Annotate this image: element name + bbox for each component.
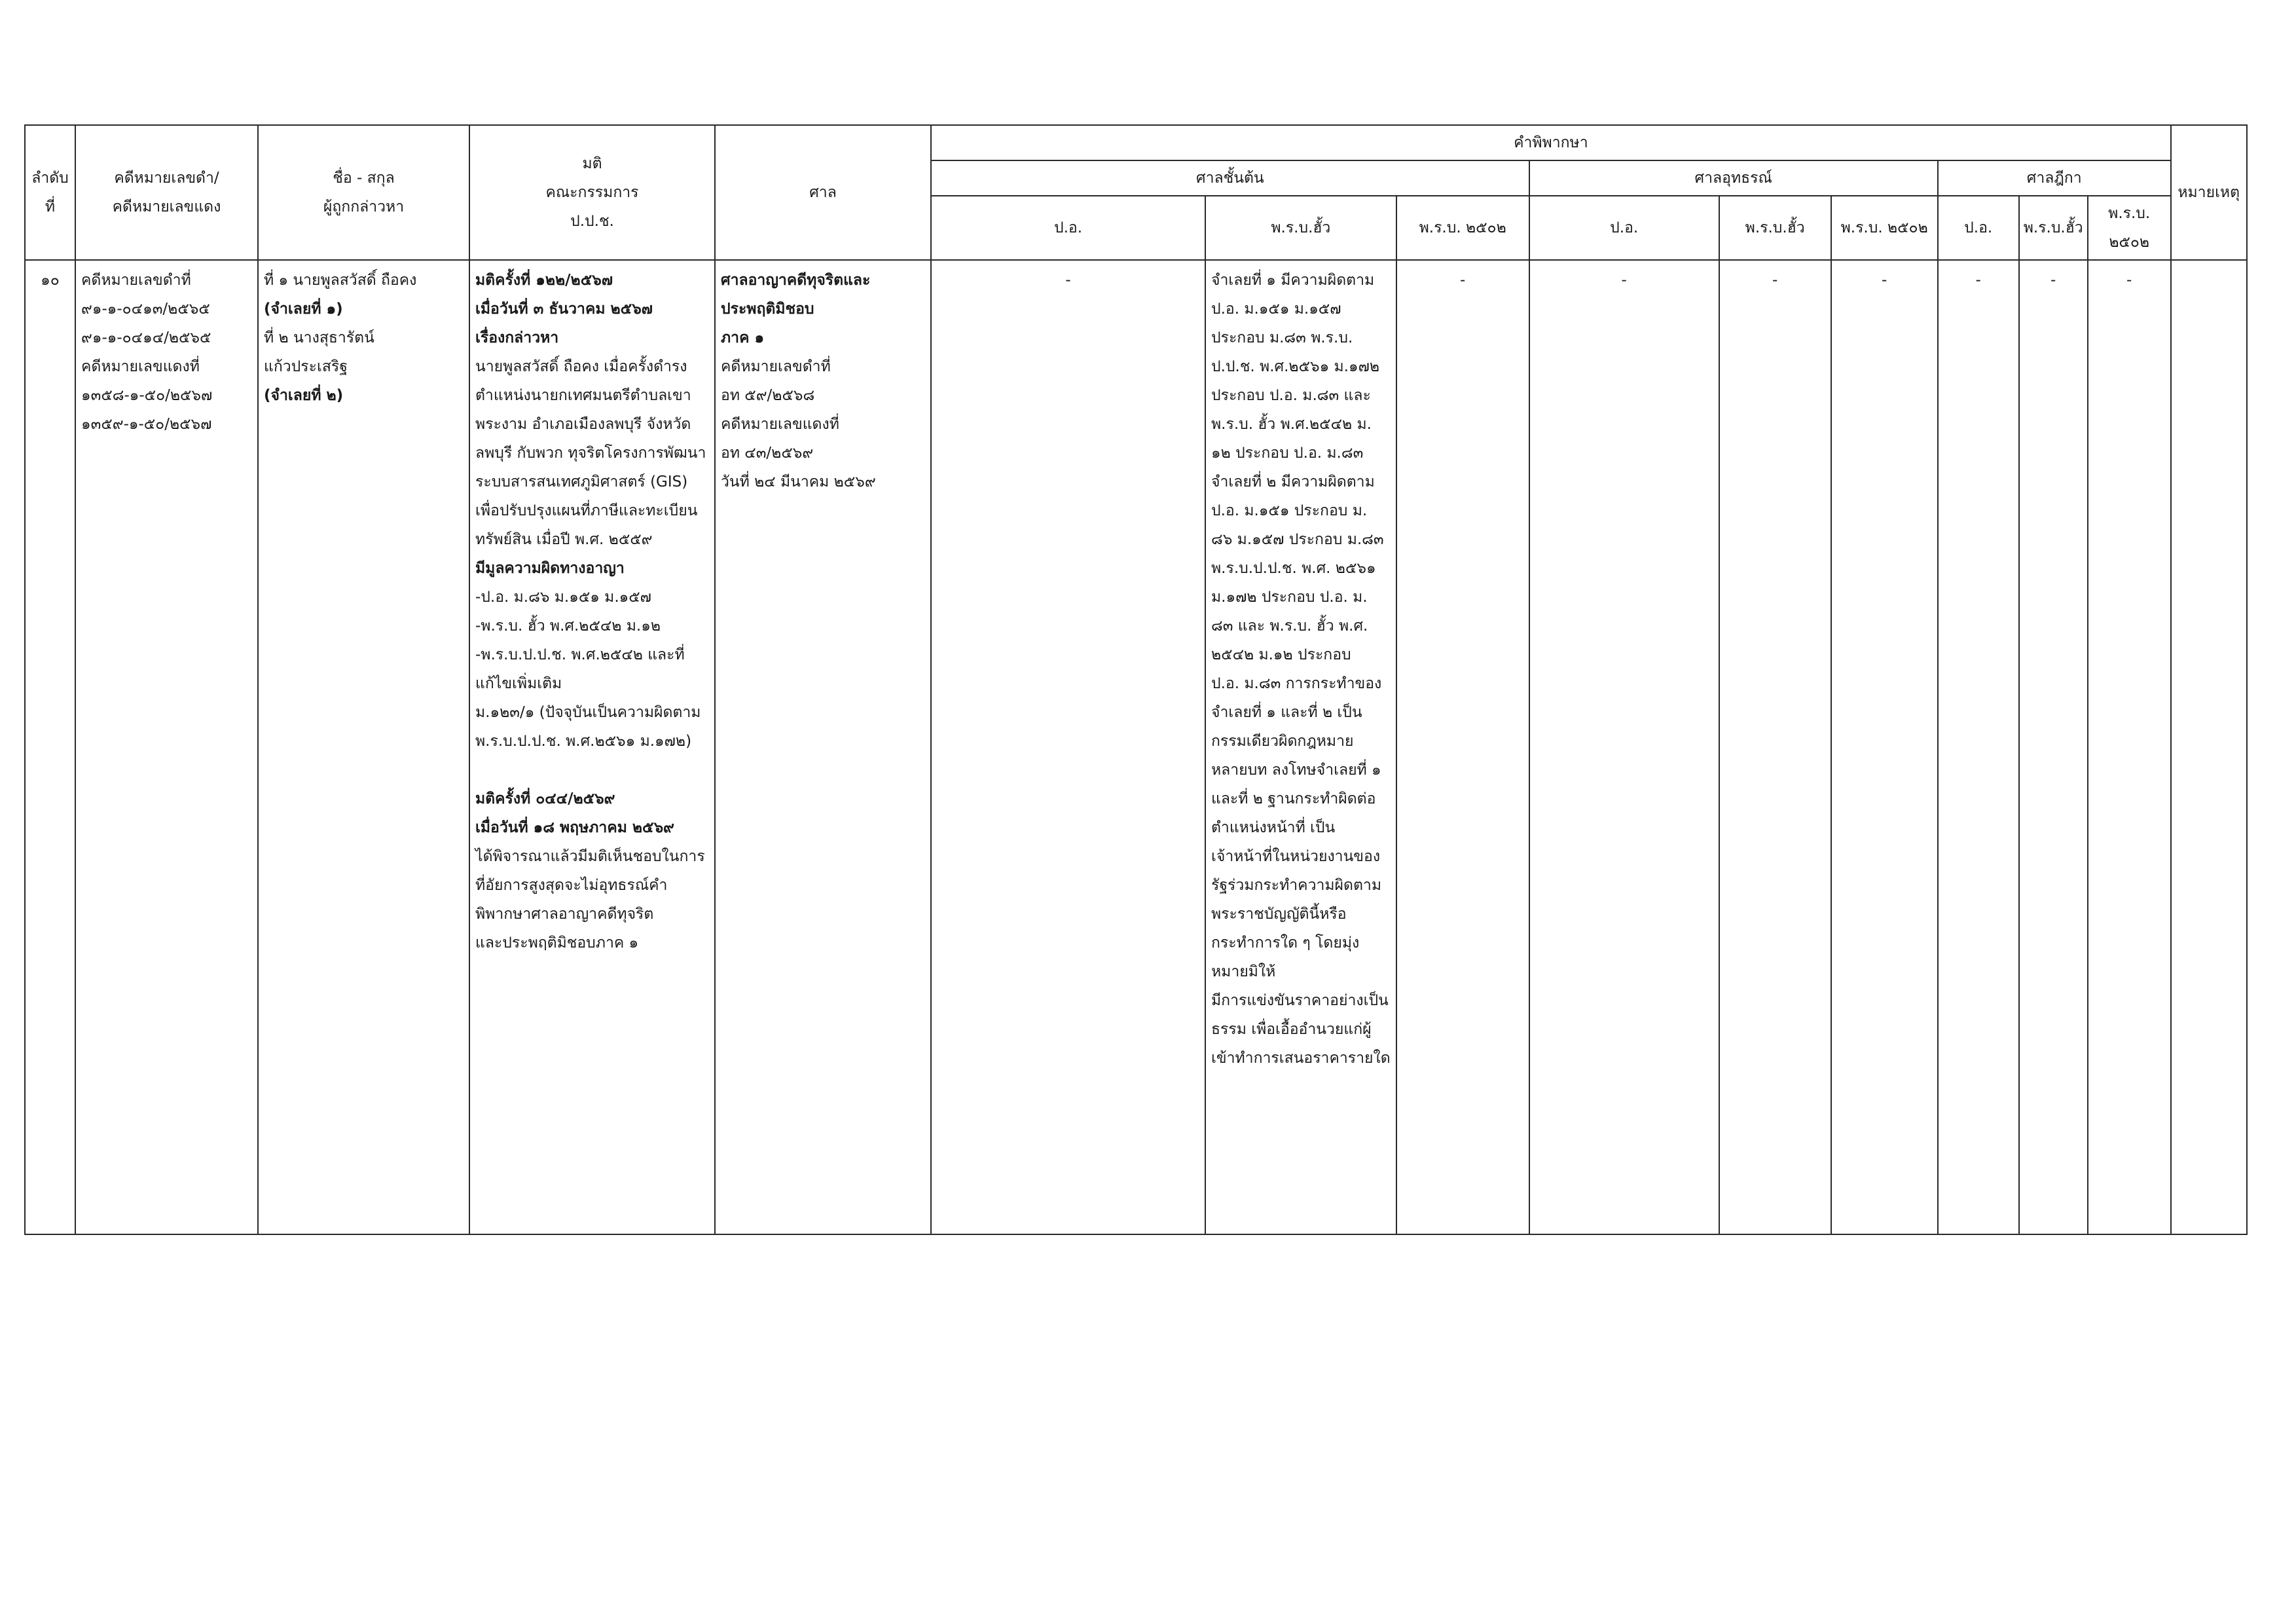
text-line: ลพบุรี กับพวก ทุจริตโครงการพัฒนา [475, 445, 706, 462]
text-line: มติครั้งที่ ๐๔๔/๒๕๖๙ [475, 790, 615, 807]
accused-name-cell [258, 260, 469, 1234]
text-line: และที่ ๒ ฐานกระทำผิดต่อ [1211, 790, 1376, 807]
text-line: กรรมเดียวผิดกฎหมาย [1211, 733, 1354, 750]
text-line: จำเลยที่ ๑ และที่ ๒ เป็น [1211, 704, 1362, 721]
text-line: ๘๓ และ พ.ร.บ. ฮั้ว พ.ศ. [1211, 618, 1368, 635]
text-line: ป.อ. ม.๑๕๑ ประกอบ ม. [1211, 502, 1368, 519]
header-remark: หมายเหตุ [2171, 125, 2247, 260]
header-court-supreme: ศาลฎีกา [1938, 160, 2171, 196]
header-appeal-po: ป.อ. [1529, 196, 1719, 260]
text-line: เข้าทำการเสนอราคารายใด [1211, 1050, 1391, 1067]
text-line: เมื่อวันที่ ๓ ธันวาคม ๒๕๖๗ [475, 301, 653, 318]
text-line: (จำเลยที่ ๑) [264, 301, 343, 318]
text-line: และประพฤติมิชอบภาค ๑ [475, 934, 639, 951]
header-appeal-2502: พ.ร.บ. ๒๕๐๒ [1831, 196, 1938, 260]
text-line: ป.ป.ช. พ.ศ.๒๕๖๑ ม.๑๗๒ [1211, 358, 1380, 375]
first-instance-auction-cell [1205, 260, 1396, 1234]
text-line [475, 756, 709, 784]
text-line: ทรัพย์สิน เมื่อปี พ.ศ. ๒๕๕๙ [475, 531, 653, 548]
header-first-2502: พ.ร.บ. ๒๕๐๒ [1396, 196, 1529, 260]
text-line: นายพูลสวัสดิ์ ถือคง เมื่อครั้งดำรง [475, 358, 687, 375]
header-first-auction: พ.ร.บ.ฮั้ว [1205, 196, 1396, 260]
text-line: -พ.ร.บ. ฮั้ว พ.ศ.๒๕๔๒ ม.๑๒ [475, 618, 661, 635]
text-line: เมื่อวันที่ ๑๘ พฤษภาคม ๒๕๖๙ [475, 819, 674, 836]
text-line: เพื่อปรับปรุงแผนที่ภาษีและทะเบียน [475, 502, 698, 519]
text-line: ป.อ. ม.๑๕๑ ม.๑๕๗ [1211, 301, 1341, 318]
header-first-po: ป.อ. [931, 196, 1205, 260]
text-line: ม.๑๗๒ ประกอบ ป.อ. ม. [1211, 589, 1368, 606]
header-supreme-po: ป.อ. [1938, 196, 2019, 260]
text-line: ที่อัยการสูงสุดจะไม่อุทธรณ์คำ [475, 877, 668, 894]
table-row [25, 260, 2247, 1234]
text-line: ภาค ๑ [721, 329, 765, 346]
header-court-first-instance: ศาลชั้นต้น [931, 160, 1529, 196]
header-appeal-auction: พ.ร.บ.ฮั้ว [1719, 196, 1831, 260]
text-line: พ.ร.บ.ป.ป.ช. พ.ศ. ๒๕๖๑ [1211, 560, 1376, 577]
row-number: ๑๐ [25, 260, 75, 1234]
text-line: แก้ไขเพิ่มเติม [475, 675, 562, 692]
text-line: ระบบสารสนเทศภูมิศาสตร์ (GIS) [475, 473, 688, 490]
text-line: ม.๑๒๓/๑ (ปัจจุบันเป็นความผิดตาม [475, 704, 701, 721]
header-supreme-2502: พ.ร.บ. ๒๕๐๒ [2088, 196, 2171, 260]
text-line: หลายบท ลงโทษจำเลยที่ ๑ [1211, 762, 1381, 779]
text-line: อท ๔๓/๒๕๖๙ [721, 445, 814, 462]
text-line: พ.ร.บ.ป.ป.ช. พ.ศ.๒๕๖๑ ม.๑๗๒) [475, 733, 692, 750]
text-line: ธรรม เพื่อเอื้ออำนวยแก่ผู้ [1211, 1021, 1372, 1038]
appeal-2502-cell: - [1831, 260, 1938, 1234]
text-line: -พ.ร.บ.ป.ป.ช. พ.ศ.๒๕๔๒ และที่ [475, 646, 685, 663]
text-line: แก้วประเสริฐ [264, 358, 348, 375]
text-line: จำเลยที่ ๑ มีความผิดตาม [1211, 272, 1375, 289]
header-case-number: คดีหมายเลขดำ/ คดีหมายเลขแดง [75, 125, 258, 260]
text-line: ตำแหน่งนายกเทศมนตรีตำบลเขา [475, 387, 691, 404]
text-line: ศาลอาญาคดีทุจริตและ [721, 272, 871, 289]
supreme-po-cell: - [1938, 260, 2019, 1234]
text-line: เจ้าหน้าที่ในหน่วยงานของ [1211, 848, 1381, 865]
text-line: พ.ร.บ. ฮั้ว พ.ศ.๒๕๔๒ ม. [1211, 416, 1372, 433]
first-instance-auction-lines [1211, 266, 1391, 1073]
text-line: พระงาม อำเภอเมืองลพบุรี จังหวัด [475, 416, 691, 433]
court-lines [721, 266, 925, 496]
header-name: ชื่อ - สกุล ผู้ถูกกล่าวหา [258, 125, 469, 260]
text-line: ประกอบ ม.๘๓ พ.ร.บ. [1211, 329, 1353, 346]
case-number-cell: คดีหมายเลขดำที่ ๙๑-๑-๐๔๑๓/๒๕๖๕ ๙๑-๑-๐๔๑๔/๒๕๖๕ คดีหมายเลขแดงที่ ๑๓๕๘-๑-๕๐/๒๕๖๗ ๑๓๕๙-๑-๕๐/๒๕๖๗ [75, 260, 258, 1234]
text-line: รัฐร่วมกระทำความผิดตาม [1211, 877, 1381, 894]
text-line: พิพากษาศาลอาญาคดีทุจริต [475, 906, 654, 923]
first-instance-po-cell: - [931, 260, 1205, 1234]
text-line: -ป.อ. ม.๘๖ ม.๑๕๑ ม.๑๕๗ [475, 589, 651, 606]
header-no: ลำดับ ที่ [25, 125, 75, 260]
text-line: ๑๒ ประกอบ ป.อ. ม.๘๓ [1211, 445, 1364, 462]
first-instance-2502-cell: - [1396, 260, 1529, 1234]
text-line: ประพฤติมิชอบ [721, 301, 814, 318]
text-line: หมายมิให้ [1211, 963, 1276, 980]
text-line: ได้พิจารณาแล้วมีมติเห็นชอบในการ [475, 848, 705, 865]
resolution-cell [469, 260, 715, 1234]
header-judgment: คำพิพากษา [931, 125, 2171, 160]
supreme-auction-cell: - [2019, 260, 2088, 1234]
remark-cell [2171, 260, 2247, 1234]
text-line: ตำแหน่งหน้าที่ เป็น [1211, 819, 1336, 836]
appeal-auction-cell: - [1719, 260, 1831, 1234]
case-table [24, 124, 2248, 1235]
text-line: ที่ ๑ นายพูลสวัสดิ์ ถือคง [264, 272, 417, 289]
accused-name-lines [264, 266, 464, 410]
appeal-po-cell: - [1529, 260, 1719, 1234]
text-line: (จำเลยที่ ๒) [264, 387, 344, 404]
text-line: ป.อ. ม.๘๓ การกระทำของ [1211, 675, 1382, 692]
text-line: มติครั้งที่ ๑๒๒/๒๕๖๗ [475, 272, 613, 289]
text-line: จำเลยที่ ๒ มีความผิดตาม [1211, 473, 1375, 490]
header-court-appeal: ศาลอุทธรณ์ [1529, 160, 1938, 196]
text-line: คดีหมายเลขแดงที่ [721, 416, 839, 433]
resolution-lines [475, 266, 709, 957]
text-line: ๘๖ ม.๑๕๗ ประกอบ ม.๘๓ [1211, 531, 1384, 548]
text-line: อท ๕๙/๒๕๖๘ [721, 387, 815, 404]
text-line: เรื่องกล่าวหา [475, 329, 559, 346]
header-supreme-auction: พ.ร.บ.ฮั้ว [2019, 196, 2088, 260]
header-resolution: มติ คณะกรรมการ ป.ป.ช. [469, 125, 715, 260]
text-line: วันที่ ๒๔ มีนาคม ๒๕๖๙ [721, 473, 876, 490]
court-cell [715, 260, 931, 1234]
text-line: มีมูลความผิดทางอาญา [475, 560, 625, 577]
text-line: กระทำการใด ๆ โดยมุ่ง [1211, 934, 1360, 951]
supreme-2502-cell: - [2088, 260, 2171, 1234]
header-court: ศาล [715, 125, 931, 260]
text-line: คดีหมายเลขดำที่ [721, 358, 831, 375]
text-line: ๒๕๔๒ ม.๑๒ ประกอบ [1211, 646, 1351, 663]
text-line: ที่ ๒ นางสุธารัตน์ [264, 329, 374, 346]
text-line: พระราชบัญญัตินี้หรือ [1211, 906, 1347, 923]
text-line: ประกอบ ป.อ. ม.๘๓ และ [1211, 387, 1371, 404]
text-line: มีการแข่งขันราคาอย่างเป็น [1211, 992, 1389, 1009]
